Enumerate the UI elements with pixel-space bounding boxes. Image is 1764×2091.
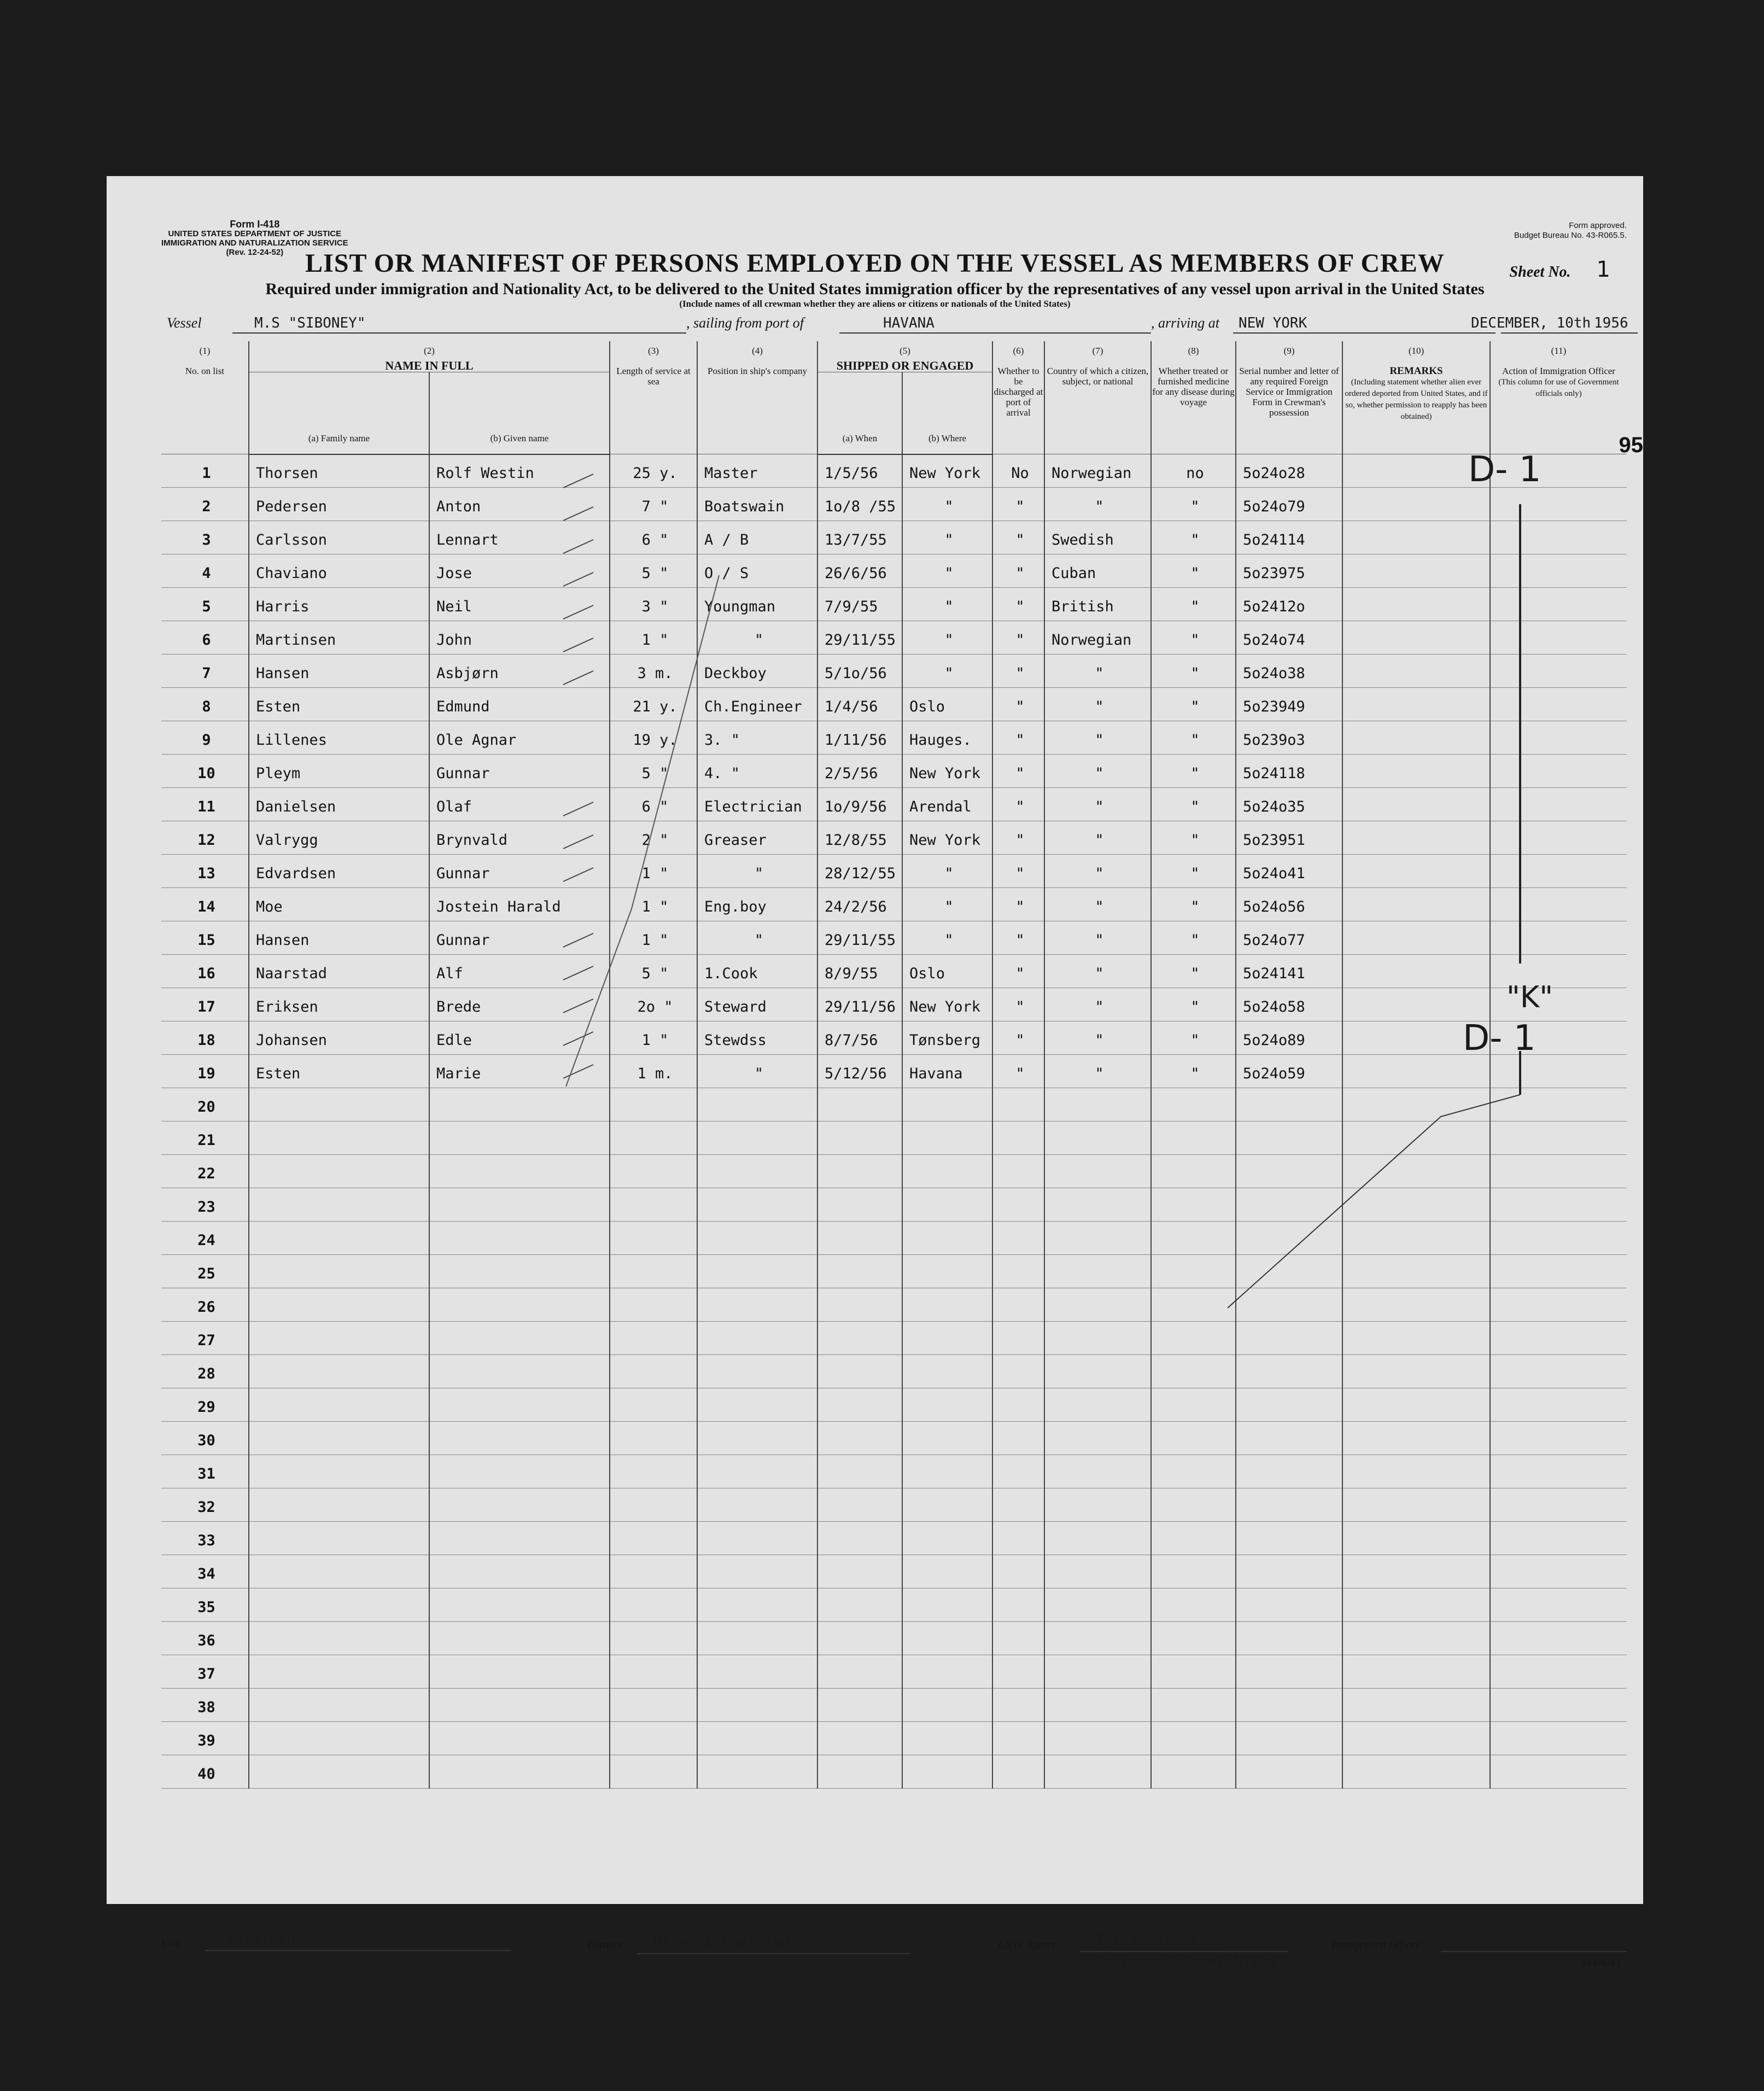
cell-discharged: " bbox=[992, 688, 1044, 721]
cell-position: Youngman bbox=[697, 588, 817, 621]
row-number: 31 bbox=[161, 1455, 249, 1488]
col-name-in-full: (2) NAME IN FULL bbox=[249, 341, 610, 372]
cell-shipped-when: 28/12/55 bbox=[817, 855, 902, 888]
row-number: 7 bbox=[161, 655, 249, 688]
cell-family-name: Pedersen bbox=[249, 488, 429, 521]
cell-length-of-service: 1 m. bbox=[610, 1055, 697, 1088]
cell-shipped-where: New York bbox=[902, 755, 992, 788]
row-number: 32 bbox=[161, 1488, 249, 1522]
sailing-port: HAVANA bbox=[883, 315, 934, 331]
cell-serial-number: 5o24o28 bbox=[1236, 454, 1342, 488]
row-number: 15 bbox=[161, 921, 249, 955]
cell-family-name: Chaviano bbox=[249, 554, 429, 588]
cell-serial-number: 5o24118 bbox=[1236, 755, 1342, 788]
cell-position: " bbox=[697, 621, 817, 655]
cell-medicine: no bbox=[1151, 454, 1236, 488]
cell-family-name: Eriksen bbox=[249, 988, 429, 1021]
service-name: IMMIGRATION AND NATURALIZATION SERVICE bbox=[161, 238, 348, 248]
cell-medicine: " bbox=[1151, 955, 1236, 988]
col-length-of-service: (3) Length of service at sea bbox=[610, 341, 697, 454]
cell-serial-number: 5o23975 bbox=[1236, 554, 1342, 588]
cell-medicine: " bbox=[1151, 521, 1236, 554]
row-number: 33 bbox=[161, 1522, 249, 1555]
row-number: 10 bbox=[161, 755, 249, 788]
agency-name: UNITED STATES DEPARTMENT OF JUSTICE bbox=[168, 229, 342, 238]
cell-country: " bbox=[1044, 921, 1151, 955]
sheet-number: Sheet No. 1 bbox=[1509, 257, 1610, 282]
cell-shipped-where: " bbox=[902, 554, 992, 588]
cell-medicine: " bbox=[1151, 1055, 1236, 1088]
cell-serial-number: 5o24o79 bbox=[1236, 488, 1342, 521]
cell-discharged: " bbox=[992, 554, 1044, 588]
cell-country: " bbox=[1044, 888, 1151, 921]
cell-country: " bbox=[1044, 1021, 1151, 1055]
cell-length-of-service: 6 " bbox=[610, 521, 697, 554]
row-number: 24 bbox=[161, 1222, 249, 1255]
cell-family-name: Carlsson bbox=[249, 521, 429, 554]
cell-serial-number: 5o23949 bbox=[1236, 688, 1342, 721]
cell-country: Norwegian bbox=[1044, 621, 1151, 655]
cell-length-of-service: 5 " bbox=[610, 955, 697, 988]
cell-serial-number: 5o24o74 bbox=[1236, 621, 1342, 655]
cell-position: 3. " bbox=[697, 721, 817, 755]
row-number: 21 bbox=[161, 1122, 249, 1155]
row-number: 1 bbox=[161, 454, 249, 488]
cell-given-name: Gunnar bbox=[429, 921, 610, 955]
cell-position: Stewdss bbox=[697, 1021, 817, 1055]
cell-shipped-when: 24/2/56 bbox=[817, 888, 902, 921]
cell-discharged: " bbox=[992, 988, 1044, 1021]
cell-position: " bbox=[697, 1055, 817, 1088]
sheet-count: 95 bbox=[1619, 433, 1643, 457]
cell-shipped-when: 26/6/56 bbox=[817, 554, 902, 588]
col-position: (4) Position in ship's company bbox=[697, 341, 817, 454]
row-number: 17 bbox=[161, 988, 249, 1021]
cell-shipped-where: " bbox=[902, 488, 992, 521]
cell-serial-number: 5o24o89 bbox=[1236, 1021, 1342, 1055]
cell-serial-number: 5o24o56 bbox=[1236, 888, 1342, 921]
vessel-line: Vessel M.S "SIBONEY" , sailing from port of HAVANA , arriving at NEW YORK DECEMBER, 10th 1956 bbox=[167, 313, 1632, 335]
row-number: 19 bbox=[161, 1055, 249, 1088]
row-number: 13 bbox=[161, 855, 249, 888]
cell-country: " bbox=[1044, 755, 1151, 788]
cell-medicine: " bbox=[1151, 1021, 1236, 1055]
cell-shipped-where: " bbox=[902, 888, 992, 921]
col-country: (7) Country of which a citizen, subject, or national bbox=[1044, 341, 1151, 454]
cell-medicine: " bbox=[1151, 488, 1236, 521]
arrival-year: 1956 bbox=[1594, 315, 1628, 331]
cell-shipped-when: 29/11/56 bbox=[817, 988, 902, 1021]
cell-shipped-where: Oslo bbox=[902, 955, 992, 988]
cell-discharged: " bbox=[992, 1055, 1044, 1088]
cell-position: Boatswain bbox=[697, 488, 817, 521]
cell-shipped-where: Arendal bbox=[902, 788, 992, 821]
row-number: 27 bbox=[161, 1322, 249, 1355]
col-discharged: (6) Whether to be discharged at port of arrival bbox=[992, 341, 1044, 454]
officer-mark-d1-bottom: D- 1 bbox=[1463, 1018, 1536, 1059]
cell-given-name: Asbjørn bbox=[429, 655, 610, 688]
row-number: 14 bbox=[161, 888, 249, 921]
cell-serial-number: 5o24o35 bbox=[1236, 788, 1342, 821]
row-number: 28 bbox=[161, 1355, 249, 1388]
cell-medicine: " bbox=[1151, 688, 1236, 721]
cell-medicine: " bbox=[1151, 988, 1236, 1021]
cell-shipped-where: New York bbox=[902, 821, 992, 855]
cell-shipped-where: " bbox=[902, 521, 992, 554]
cell-medicine: " bbox=[1151, 721, 1236, 755]
cell-shipped-where: " bbox=[902, 655, 992, 688]
officer-mark-d1-top: D- 1 bbox=[1468, 449, 1541, 490]
cell-family-name: Edvardsen bbox=[249, 855, 429, 888]
cell-shipped-when: 5/12/56 bbox=[817, 1055, 902, 1088]
cell-family-name: Johansen bbox=[249, 1021, 429, 1055]
cell-length-of-service: 2 " bbox=[610, 821, 697, 855]
cell-given-name: Brynvald bbox=[429, 821, 610, 855]
cell-discharged: " bbox=[992, 821, 1044, 855]
cell-family-name: Pleym bbox=[249, 755, 429, 788]
cell-position: Ch.Engineer bbox=[697, 688, 817, 721]
cell-medicine: " bbox=[1151, 755, 1236, 788]
officer-mark-k: "K" bbox=[1506, 980, 1553, 1014]
row-number: 3 bbox=[161, 521, 249, 554]
col-no-on-list: (1) No. on list bbox=[161, 341, 249, 454]
cell-given-name: Ole Agnar bbox=[429, 721, 610, 755]
cell-given-name: Brede bbox=[429, 988, 610, 1021]
col-serial-number: (9) Serial number and letter of any required Foreign Service or Immigration Form in Crewman's possession bbox=[1236, 341, 1342, 454]
cell-discharged: " bbox=[992, 655, 1044, 688]
row-number: 37 bbox=[161, 1655, 249, 1689]
cell-shipped-when: 7/9/55 bbox=[817, 588, 902, 621]
row-number: 25 bbox=[161, 1255, 249, 1288]
cell-shipped-when: 1/5/56 bbox=[817, 454, 902, 488]
cell-length-of-service: 1 " bbox=[610, 855, 697, 888]
cell-discharged: " bbox=[992, 755, 1044, 788]
cell-discharged: " bbox=[992, 955, 1044, 988]
cell-given-name: Anton bbox=[429, 488, 610, 521]
cell-shipped-when: 1o/9/56 bbox=[817, 788, 902, 821]
cell-shipped-when: 8/9/55 bbox=[817, 955, 902, 988]
cell-family-name: Esten bbox=[249, 688, 429, 721]
cell-serial-number: 5o24o38 bbox=[1236, 655, 1342, 688]
cell-position: Steward bbox=[697, 988, 817, 1021]
cell-family-name: Lillenes bbox=[249, 721, 429, 755]
cell-given-name: Lennart bbox=[429, 521, 610, 554]
row-number: 12 bbox=[161, 821, 249, 855]
cell-serial-number: 5o23951 bbox=[1236, 821, 1342, 855]
cell-country: " bbox=[1044, 988, 1151, 1021]
cell-medicine: " bbox=[1151, 655, 1236, 688]
cell-serial-number: 5o24o77 bbox=[1236, 921, 1342, 955]
cell-position: O / S bbox=[697, 554, 817, 588]
cell-family-name: Martinsen bbox=[249, 621, 429, 655]
cell-family-name: Moe bbox=[249, 888, 429, 921]
cell-discharged: " bbox=[992, 921, 1044, 955]
cell-position: " bbox=[697, 921, 817, 955]
cell-shipped-where: " bbox=[902, 621, 992, 655]
cell-given-name: John bbox=[429, 621, 610, 655]
cell-given-name: Gunnar bbox=[429, 755, 610, 788]
cell-country: Cuban bbox=[1044, 554, 1151, 588]
cell-country: " bbox=[1044, 721, 1151, 755]
cell-shipped-when: 29/11/55 bbox=[817, 621, 902, 655]
col-remarks: (10) REMARKS (Including statement whether alien ever ordered deported from United States, and if so, whether permission to reapply has been obtained) bbox=[1342, 341, 1490, 454]
cell-shipped-when: 5/1o/56 bbox=[817, 655, 902, 688]
form-code: 16-67829-1 bbox=[1582, 1959, 1621, 1967]
cell-family-name: Harris bbox=[249, 588, 429, 621]
cell-shipped-where: Havana bbox=[902, 1055, 992, 1088]
cell-discharged: " bbox=[992, 488, 1044, 521]
cell-discharged: " bbox=[992, 621, 1044, 655]
row-number: 29 bbox=[161, 1388, 249, 1422]
cell-position: A / B bbox=[697, 521, 817, 554]
cell-shipped-when: 1/4/56 bbox=[817, 688, 902, 721]
cell-position: Greaser bbox=[697, 821, 817, 855]
cell-serial-number: 5o2412o bbox=[1236, 588, 1342, 621]
cell-country: " bbox=[1044, 788, 1151, 821]
cell-medicine: " bbox=[1151, 788, 1236, 821]
col-family-name: (a) Family name bbox=[249, 372, 429, 449]
cell-country: " bbox=[1044, 855, 1151, 888]
row-number: 16 bbox=[161, 955, 249, 988]
cell-given-name: Neil bbox=[429, 588, 610, 621]
row-number: 36 bbox=[161, 1622, 249, 1655]
cell-position: Eng.boy bbox=[697, 888, 817, 921]
cell-shipped-where: " bbox=[902, 921, 992, 955]
cell-shipped-when: 2/5/56 bbox=[817, 755, 902, 788]
cell-serial-number: 5o24141 bbox=[1236, 955, 1342, 988]
col-medicine: (8) Whether treated or furnished medicine for any disease during voyage bbox=[1151, 341, 1236, 454]
agents-address: 8o Broad Street N.Y.4 bbox=[1096, 1953, 1276, 1970]
cell-shipped-where: New York bbox=[902, 454, 992, 488]
cell-discharged: " bbox=[992, 721, 1044, 755]
cell-given-name: Olaf bbox=[429, 788, 610, 821]
cell-discharged: " bbox=[992, 888, 1044, 921]
row-number: 38 bbox=[161, 1689, 249, 1722]
cell-length-of-service: 1 " bbox=[610, 921, 697, 955]
cell-length-of-service: 7 " bbox=[610, 488, 697, 521]
cell-length-of-service: 5 " bbox=[610, 755, 697, 788]
cell-given-name: Marie bbox=[429, 1055, 610, 1088]
cell-medicine: " bbox=[1151, 621, 1236, 655]
cell-given-name: Gunnar bbox=[429, 855, 610, 888]
cell-medicine: " bbox=[1151, 921, 1236, 955]
cell-family-name: Esten bbox=[249, 1055, 429, 1088]
shipping-line: Ward-Line bbox=[227, 1931, 304, 1948]
row-number: 18 bbox=[161, 1021, 249, 1055]
cell-shipped-where: New York bbox=[902, 988, 992, 1021]
manifest-sheet bbox=[107, 176, 1643, 1970]
footer: Line Ward-Line Owners Olsen & Ugelstad Local Agents Fjell Line Inc. 8o Broad Street N.Y.4 Immigration Officer bbox=[161, 1931, 1627, 1975]
cell-position: Deckboy bbox=[697, 655, 817, 688]
cell-country: Norwegian bbox=[1044, 454, 1151, 488]
cell-medicine: " bbox=[1151, 821, 1236, 855]
row-number: 35 bbox=[161, 1588, 249, 1622]
cell-position: 1.Cook bbox=[697, 955, 817, 988]
cell-shipped-when: 1/11/56 bbox=[817, 721, 902, 755]
cell-shipped-where: Hauges. bbox=[902, 721, 992, 755]
col-shipped-where: (b) Where bbox=[902, 372, 992, 449]
cell-shipped-when: 8/7/56 bbox=[817, 1021, 902, 1055]
row-number: 20 bbox=[161, 1088, 249, 1122]
cell-length-of-service: 3 m. bbox=[610, 655, 697, 688]
cell-given-name: Jostein Harald bbox=[429, 888, 610, 921]
cell-family-name: Thorsen bbox=[249, 454, 429, 488]
cell-family-name: Hansen bbox=[249, 655, 429, 688]
col-officer-action: (11) Action of Immigration Officer (This column for use of Government officials only) bbox=[1490, 341, 1627, 454]
cell-given-name: Rolf Westin bbox=[429, 454, 610, 488]
cell-given-name: Edmund bbox=[429, 688, 610, 721]
col-shipped-when: (a) When bbox=[817, 372, 902, 449]
col-given-name: (b) Given name bbox=[429, 372, 610, 449]
row-number: 2 bbox=[161, 488, 249, 521]
cell-discharged: " bbox=[992, 855, 1044, 888]
row-number: 5 bbox=[161, 588, 249, 621]
cell-shipped-when: 1o/8 /55 bbox=[817, 488, 902, 521]
cell-position: Electrician bbox=[697, 788, 817, 821]
cell-family-name: Naarstad bbox=[249, 955, 429, 988]
form-subnote: (Include names of all crewman whether they are aliens or citizens or nationals of the United States) bbox=[679, 299, 1071, 309]
cell-country: " bbox=[1044, 688, 1151, 721]
handwritten-marks bbox=[107, 176, 1643, 1904]
cell-discharged: " bbox=[992, 788, 1044, 821]
cell-family-name: Hansen bbox=[249, 921, 429, 955]
cell-shipped-where: Tønsberg bbox=[902, 1021, 992, 1055]
arrival-port: NEW YORK bbox=[1239, 315, 1307, 331]
row-number: 11 bbox=[161, 788, 249, 821]
cell-medicine: " bbox=[1151, 888, 1236, 921]
row-number: 8 bbox=[161, 688, 249, 721]
cell-length-of-service: 2o " bbox=[610, 988, 697, 1021]
owners: Olsen & Ugelstad bbox=[653, 1935, 791, 1951]
page-title: LIST OR MANIFEST OF PERSONS EMPLOYED ON THE VESSEL AS MEMBERS OF CREW bbox=[305, 249, 1445, 278]
cell-length-of-service: 5 " bbox=[610, 554, 697, 588]
cell-serial-number: 5o239o3 bbox=[1236, 721, 1342, 755]
row-number: 22 bbox=[161, 1155, 249, 1188]
cell-given-name: Edle bbox=[429, 1021, 610, 1055]
cell-country: " bbox=[1044, 655, 1151, 688]
cell-discharged: " bbox=[992, 1021, 1044, 1055]
cell-given-name: Jose bbox=[429, 554, 610, 588]
cell-shipped-when: 29/11/55 bbox=[817, 921, 902, 955]
vessel-name: M.S "SIBONEY" bbox=[254, 315, 366, 331]
row-number: 6 bbox=[161, 621, 249, 655]
row-number: 40 bbox=[161, 1755, 249, 1789]
revision-date: (Rev. 12-24-52) bbox=[226, 248, 284, 257]
cell-length-of-service: 1 " bbox=[610, 621, 697, 655]
cell-shipped-where: " bbox=[902, 855, 992, 888]
cell-position: " bbox=[697, 855, 817, 888]
row-number: 39 bbox=[161, 1722, 249, 1755]
cell-shipped-where: " bbox=[902, 588, 992, 621]
cell-country: " bbox=[1044, 821, 1151, 855]
row-number: 26 bbox=[161, 1288, 249, 1322]
row-number: 30 bbox=[161, 1422, 249, 1455]
row-number: 9 bbox=[161, 721, 249, 755]
cell-length-of-service: 1 " bbox=[610, 1021, 697, 1055]
cell-serial-number: 5o24o41 bbox=[1236, 855, 1342, 888]
cell-length-of-service: 1 " bbox=[610, 888, 697, 921]
cell-given-name: Alf bbox=[429, 955, 610, 988]
cell-country: " bbox=[1044, 488, 1151, 521]
row-number: 4 bbox=[161, 554, 249, 588]
cell-discharged: " bbox=[992, 588, 1044, 621]
cell-family-name: Danielsen bbox=[249, 788, 429, 821]
cell-length-of-service: 25 y. bbox=[610, 454, 697, 488]
row-number: 23 bbox=[161, 1188, 249, 1222]
cell-medicine: " bbox=[1151, 855, 1236, 888]
cell-length-of-service: 6 " bbox=[610, 788, 697, 821]
cell-country: Swedish bbox=[1044, 521, 1151, 554]
cell-discharged: " bbox=[992, 521, 1044, 554]
cell-shipped-where: Oslo bbox=[902, 688, 992, 721]
cell-discharged: No bbox=[992, 454, 1044, 488]
cell-shipped-when: 12/8/55 bbox=[817, 821, 902, 855]
arrival-date: DECEMBER, 10th bbox=[1471, 315, 1591, 331]
cell-medicine: " bbox=[1151, 588, 1236, 621]
cell-country: " bbox=[1044, 955, 1151, 988]
sheet-number-value: 1 bbox=[1596, 257, 1610, 282]
col-shipped-or-engaged: (5) SHIPPED OR ENGAGED bbox=[817, 341, 992, 372]
form-subtitle: Required under immigration and Nationality Act, to be delivered to the United States immigration officer by the representatives of any vessel upon arrival in the United States bbox=[265, 280, 1485, 298]
row-number: 34 bbox=[161, 1555, 249, 1588]
cell-family-name: Valrygg bbox=[249, 821, 429, 855]
cell-country: " bbox=[1044, 1055, 1151, 1088]
cell-length-of-service: 19 y. bbox=[610, 721, 697, 755]
form-approved: Form approved. Budget Bureau No. 43-R065.5. bbox=[1514, 221, 1627, 240]
cell-position: Master bbox=[697, 454, 817, 488]
cell-country: British bbox=[1044, 588, 1151, 621]
cell-serial-number: 5o24o58 bbox=[1236, 988, 1342, 1021]
cell-length-of-service: 3 " bbox=[610, 588, 697, 621]
cell-medicine: " bbox=[1151, 554, 1236, 588]
cell-shipped-when: 13/7/55 bbox=[817, 521, 902, 554]
cell-position: 4. " bbox=[697, 755, 817, 788]
local-agents: Fjell Line Inc. bbox=[1096, 1932, 1225, 1949]
cell-serial-number: 5o24o59 bbox=[1236, 1055, 1342, 1088]
form-number: Form I-418 bbox=[230, 219, 280, 230]
cell-serial-number: 5o24114 bbox=[1236, 521, 1342, 554]
cell-length-of-service: 21 y. bbox=[610, 688, 697, 721]
